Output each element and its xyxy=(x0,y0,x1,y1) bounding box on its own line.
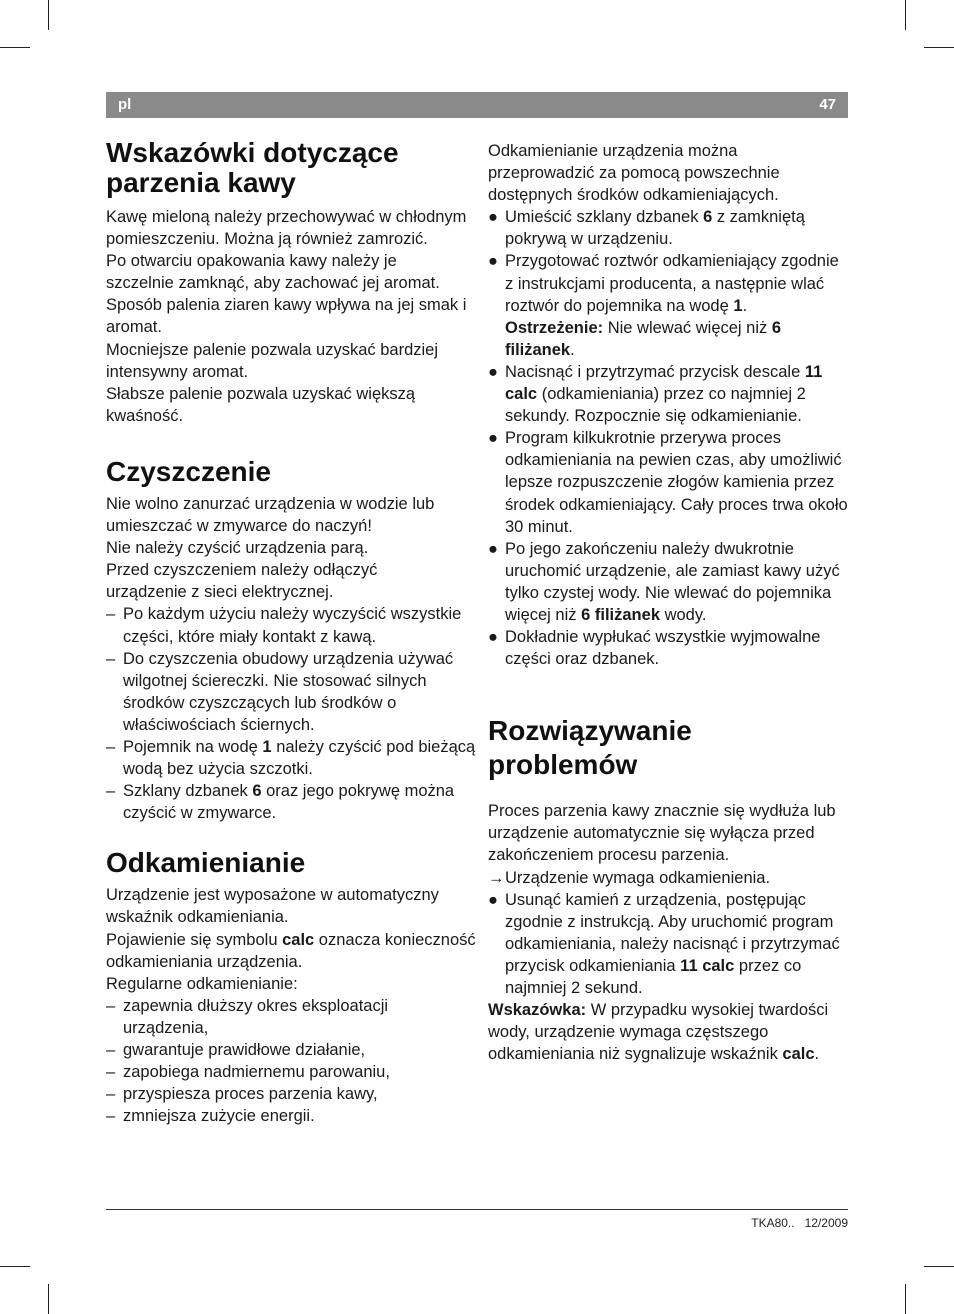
list-item-text: Program kilkukrotnie przerywa proces odkamieniania na pewien czas, aby umożliwić lepsze rozpuszczenie złogów kamienia przez środek odkamieniający. Cały proces trwa około 30 minut. xyxy=(505,429,848,536)
list-item xyxy=(106,603,476,647)
list-item-text: zapobiega nadmiernemu parowaniu, xyxy=(123,1063,390,1082)
page-number: 47 xyxy=(819,96,836,113)
section-title-troubleshooting: Rozwiązywanie problemów xyxy=(488,715,692,781)
list-item xyxy=(106,780,476,824)
dash-marker: – xyxy=(106,1085,116,1104)
crop-mark xyxy=(905,0,906,30)
calc-symbol: calc xyxy=(782,1045,815,1064)
warning-text: . xyxy=(570,340,575,359)
bullet-marker: ● xyxy=(488,208,498,227)
note-text: W przypadku wysokiej twardości wody, urządzenie wymaga częstszego odkamieniania niż sygnalizuje wskaźnik xyxy=(488,1001,829,1064)
list-item-text: Umieścić szklany dzbanek xyxy=(505,208,704,227)
list-item xyxy=(488,867,850,889)
crop-mark xyxy=(924,47,954,48)
list-item xyxy=(488,427,850,537)
paragraph-text: Pojawienie się symbolu xyxy=(106,930,283,949)
dash-marker: – xyxy=(106,1107,116,1126)
list-item xyxy=(488,250,850,360)
section-title-coffee-tips: Wskazówki dotyczące parzenia kawy xyxy=(106,137,399,198)
note-label: Wskazówka: xyxy=(488,1001,587,1020)
bullet-marker: ● xyxy=(488,890,498,909)
list-item-text: należy czyścić pod bieżącą wodą bez użycia szczotki. xyxy=(123,737,476,779)
page-header xyxy=(106,92,848,118)
edition-date: 12/2009 xyxy=(804,1216,848,1230)
list-item-text: z zamkniętą pokrywą w urządzeniu. xyxy=(505,208,805,249)
section-title-descaling: Odkamienianie xyxy=(106,847,306,879)
list-item-text: przez co najmniej 2 sekund. xyxy=(505,956,802,997)
part-number: 1 xyxy=(733,296,743,315)
part-number: 6 xyxy=(703,208,713,227)
paragraph: Sposób palenia ziaren kawy wpływa na jej smak i aromat. xyxy=(106,296,467,337)
cups-quantity: 6 filiżanek xyxy=(581,605,660,624)
cups-quantity: 6 filiżanek xyxy=(505,318,782,359)
list-item xyxy=(106,1061,476,1083)
paragraph: Regularne odkamienianie: xyxy=(106,974,298,993)
list-item-text: Dokładnie wypłukać wszystkie wyjmowalne części oraz dzbanek. xyxy=(505,628,821,669)
calc-symbol: calc xyxy=(282,930,315,949)
paragraph: Kawę mieloną należy przechowywać w chłodnym pomieszczeniu. Można ją również zamrozić. xyxy=(106,208,467,249)
crop-mark xyxy=(48,1284,49,1314)
dash-marker: – xyxy=(106,782,116,801)
paragraph: Odkamienianie urządzenia można przeprowadzić za pomocą powszechnie dostępnych środków odkamieniających. xyxy=(488,142,780,205)
list-item-text: oraz jego pokrywę można czyścić w zmywarce. xyxy=(123,782,455,823)
dash-marker: – xyxy=(106,1063,116,1082)
list-item-text: Po jego zakończeniu należy dwukrotnie uruchomić urządzenie, ale zamiast kawy użyć tylko czystej wody. Nie wlewać do pojemnika więcej niż xyxy=(505,539,840,624)
list-item xyxy=(106,648,476,736)
list-item-text: zapewnia dłuższy okres eksploatacji urządzenia, xyxy=(123,996,389,1037)
note-paragraph xyxy=(488,999,850,1065)
bullet-marker: ● xyxy=(488,539,498,558)
paragraph: Proces parzenia kawy znacznie się wydłuża lub urządzenie automatycznie się wyłącza przed zakończeniem procesu parzenia. xyxy=(488,802,836,865)
list-item xyxy=(106,736,476,780)
bullet-marker: ● xyxy=(488,628,498,647)
dash-marker: – xyxy=(106,605,116,624)
crop-mark xyxy=(924,1266,954,1267)
paragraph: Urządzenie jest wyposażone w automatyczny wskaźnik odkamieniania. xyxy=(106,886,439,927)
paragraph: Mocniejsze palenie pozwala uzyskać bardziej intensywny aromat. xyxy=(106,340,439,381)
paragraph: Przed czyszczeniem należy odłączyć urządzenie z sieci elektrycznej. xyxy=(106,561,378,602)
list-item-text: Szklany dzbanek xyxy=(123,782,253,801)
paragraph xyxy=(106,929,476,973)
bullet-marker: ● xyxy=(488,429,498,448)
list-item xyxy=(488,538,850,626)
bullet-marker: ● xyxy=(488,252,498,271)
dash-marker: – xyxy=(106,1041,116,1059)
section-title-cleaning: Czyszczenie xyxy=(106,455,271,487)
crop-mark xyxy=(48,0,49,30)
list-item-text: gwarantuje prawidłowe działanie, xyxy=(123,1041,366,1059)
paragraph-text: oznacza konieczność odkamieniania urządzenia. xyxy=(106,930,476,971)
language-code: pl xyxy=(118,96,132,113)
list-item-text: Usunąć kamień z urządzenia, postępując zgodnie z instrukcją. Aby uruchomić program odkamieniania, należy nacisnąć i przytrzymać przycisk odkamieniania xyxy=(505,890,840,975)
list-item-text: Pojemnik na wodę xyxy=(123,737,263,756)
right-column xyxy=(488,140,850,1065)
list-item-text: Do czyszczenia obudowy urządzenia używać wilgotnej ściereczki. Nie stosować silnych środków czyszczących lub środków o właściwościach ściernych. xyxy=(123,649,454,734)
list-item xyxy=(488,361,850,427)
list-item-text: Nacisnąć i przytrzymać przycisk descale xyxy=(505,362,805,381)
bullet-marker: ● xyxy=(488,362,498,381)
list-item-text: Urządzenie wymaga odkamienienia. xyxy=(505,868,771,887)
crop-mark xyxy=(905,1284,906,1314)
dash-marker: – xyxy=(106,649,116,668)
model-number: TKA80.. xyxy=(751,1216,795,1230)
list-item xyxy=(106,1083,476,1105)
list-item-text: Po każdym użyciu należy wyczyścić wszystkie części, które miały kontakt z kawą. xyxy=(123,605,462,646)
list-item xyxy=(106,995,476,1039)
paragraph: Po otwarciu opakowania kawy należy je szczelnie zamknąć, aby zachować jej aromat. xyxy=(106,252,440,293)
list-item xyxy=(106,1105,476,1127)
list-item xyxy=(488,206,850,250)
list-item-text: przyspiesza proces parzenia kawy, xyxy=(123,1085,378,1104)
paragraph: Słabsze palenie pozwala uzyskać większą kwaśność. xyxy=(106,384,416,425)
warning-label: Ostrzeżenie: xyxy=(505,318,604,337)
crop-mark xyxy=(0,1266,30,1267)
note-text: . xyxy=(814,1045,820,1064)
list-item-text: zmniejsza zużycie energii. xyxy=(123,1107,315,1126)
warning-text: Nie wlewać więcej niż xyxy=(603,318,772,337)
list-item-text: . xyxy=(742,296,748,315)
part-number: 6 xyxy=(252,782,262,801)
button-reference: 11 calc xyxy=(505,362,823,404)
crop-mark xyxy=(0,47,30,48)
list-item-text: Przygotować roztwór odkamieniający zgodnie z instrukcjami producenta, a następnie wlać roztwór do pojemnika na wodę xyxy=(505,252,839,315)
list-item-text: (odkamieniania) przez co najmniej 2 sekundy. Rozpocznie się odkamienianie. xyxy=(505,385,806,426)
part-number: 1 xyxy=(262,737,272,756)
left-column xyxy=(106,138,476,1127)
button-reference: 11 calc xyxy=(680,956,735,975)
list-item xyxy=(488,626,850,670)
paragraph: Nie wolno zanurzać urządzenia w wodzie lub umieszczać w zmywarce do naczyń! xyxy=(106,494,435,536)
footer-divider xyxy=(106,1209,848,1210)
paragraph: Nie należy czyścić urządzenia parą. xyxy=(106,539,369,558)
list-item-text: wody. xyxy=(660,605,707,624)
footer xyxy=(751,1216,848,1230)
list-item xyxy=(488,889,850,999)
arrow-right-icon: → xyxy=(488,868,505,887)
dash-marker: – xyxy=(106,737,116,756)
dash-marker: – xyxy=(106,996,116,1015)
list-item xyxy=(106,1039,476,1061)
